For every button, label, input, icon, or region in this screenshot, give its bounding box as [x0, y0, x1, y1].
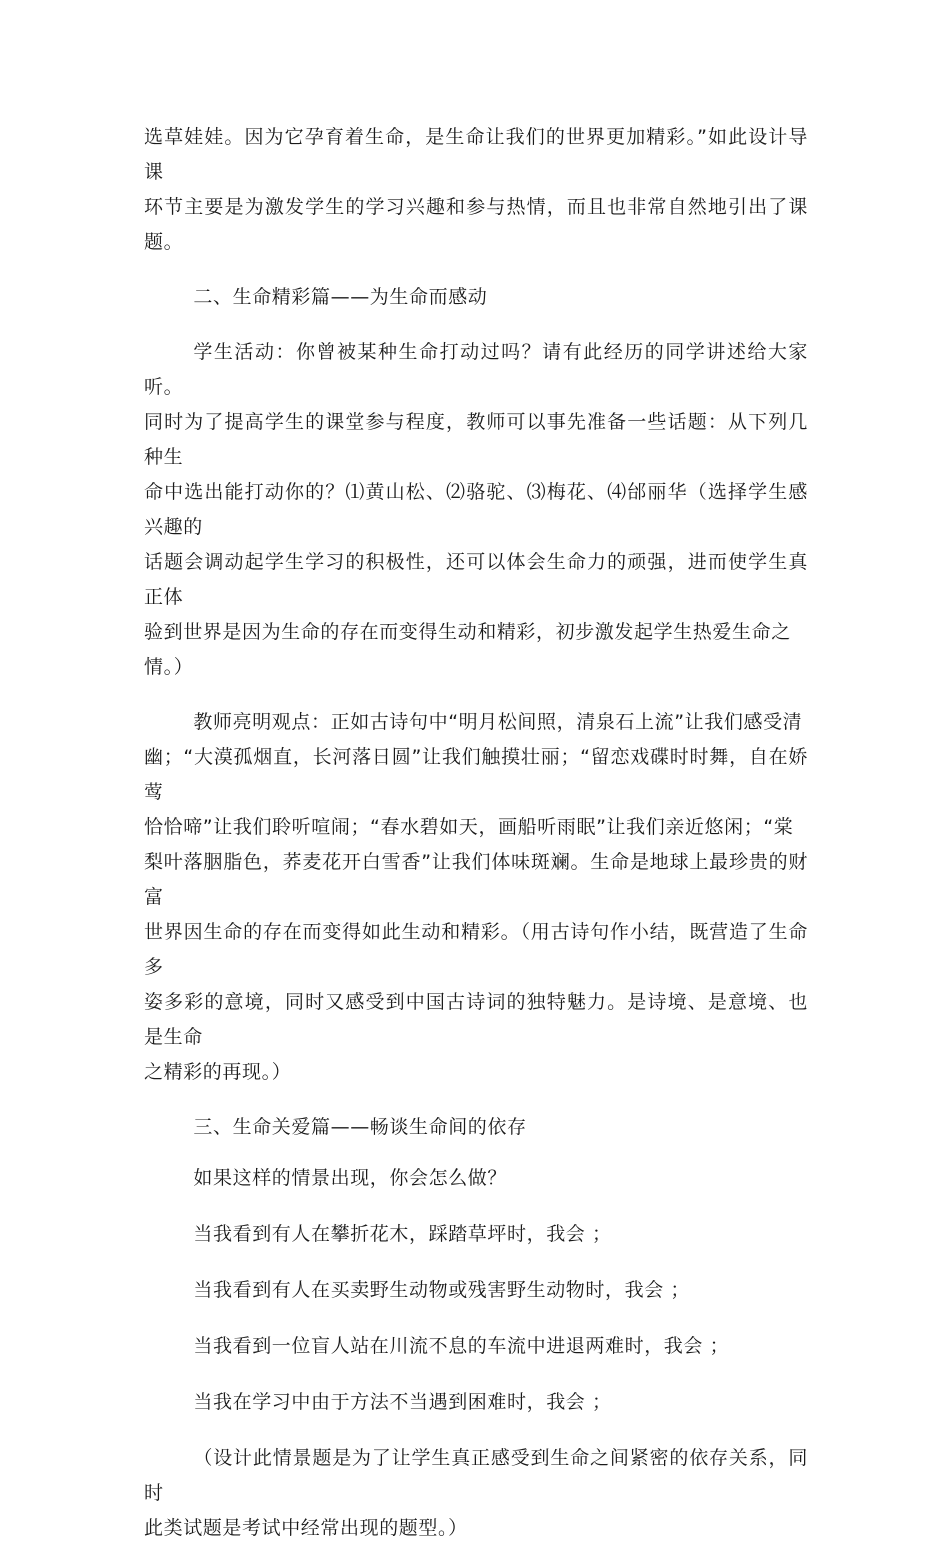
- scenario-question: 如果这样的情景出现，你会怎么做？: [193, 1167, 507, 1189]
- section-two-heading: 二、生命精彩篇——为生命而感动: [193, 286, 488, 308]
- design-note-paragraph: [144, 1441, 808, 1546]
- document-body: [144, 120, 808, 1546]
- text-line: （设计此情景题是为了让学生真正感受到生命之间紧密的依存关系，同时: [144, 1447, 808, 1504]
- teacher-view-paragraph: [144, 705, 808, 1090]
- text-line: 验到世界是因为生命的存在而变得生动和精彩，初步激发起学生热爱生命之: [144, 621, 791, 643]
- text-line: 恰恰啼”让我们聆听喧闹；“春水碧如天，画船听雨眠”让我们亲近悠闲；“棠: [144, 816, 794, 838]
- student-activity-paragraph: [144, 335, 808, 685]
- scenario-item: 当我看到有人在攀折花木，踩踏草坪时，我会 ；: [193, 1223, 612, 1245]
- text-line: 姿多彩的意境，同时又感受到中国古诗词的独特魅力。是诗境、是意境、也是生命: [144, 991, 808, 1048]
- text-line: 学生活动：你曾被某种生命打动过吗？请有此经历的同学讲述给大家听。: [144, 341, 808, 398]
- text-line: 话题会调动起学生学习的积极性，还可以体会生命力的顽强，进而使学生真正体: [144, 551, 808, 608]
- text-line: 世界因生命的存在而变得如此生动和精彩。（用古诗句作小结，既营造了生命多: [144, 921, 808, 978]
- text-line: 幽；“大漠孤烟直，长河落日圆”让我们触摸壮丽；“留恋戏碟时时舞，自在娇莺: [144, 746, 808, 803]
- text-line: 选草娃娃。因为它孕育着生命，是生命让我们的世界更加精彩。”如此设计导课: [144, 126, 808, 183]
- text-line: 教师亮明观点：正如古诗句中“明月松间照，清泉石上流”让我们感受清: [193, 711, 803, 733]
- text-line: 此类试题是考试中经常出现的题型。）: [144, 1517, 468, 1539]
- text-line: 梨叶落胭脂色，荞麦花开白雪香”让我们体味斑斓。生命是地球上最珍贵的财富: [144, 851, 808, 908]
- section-three-heading: 三、生命关爱篇——畅谈生命间的依存: [193, 1116, 527, 1138]
- text-line: 之精彩的再现。）: [144, 1061, 292, 1083]
- scenario-item: 当我在学习中由于方法不当遇到困难时，我会 ；: [193, 1391, 612, 1413]
- text-line: 情。）: [144, 656, 194, 678]
- text-line: 同时为了提高学生的课堂参与程度，教师可以事先准备一些话题：从下列几种生: [144, 411, 808, 468]
- text-line: 命中选出能打动你的？⑴黄山松、⑵骆驼、⑶梅花、⑷邰丽华（选择学生感兴趣的: [144, 481, 808, 538]
- scenario-item: 当我看到一位盲人站在川流不息的车流中进退两难时，我会 ；: [193, 1335, 730, 1357]
- scenario-item: 当我看到有人在买卖野生动物或残害野生动物时，我会 ；: [193, 1279, 691, 1301]
- intro-paragraph: [144, 120, 808, 260]
- text-line: 环节主要是为激发学生的学习兴趣和参与热情，而且也非常自然地引出了课题。: [144, 196, 808, 253]
